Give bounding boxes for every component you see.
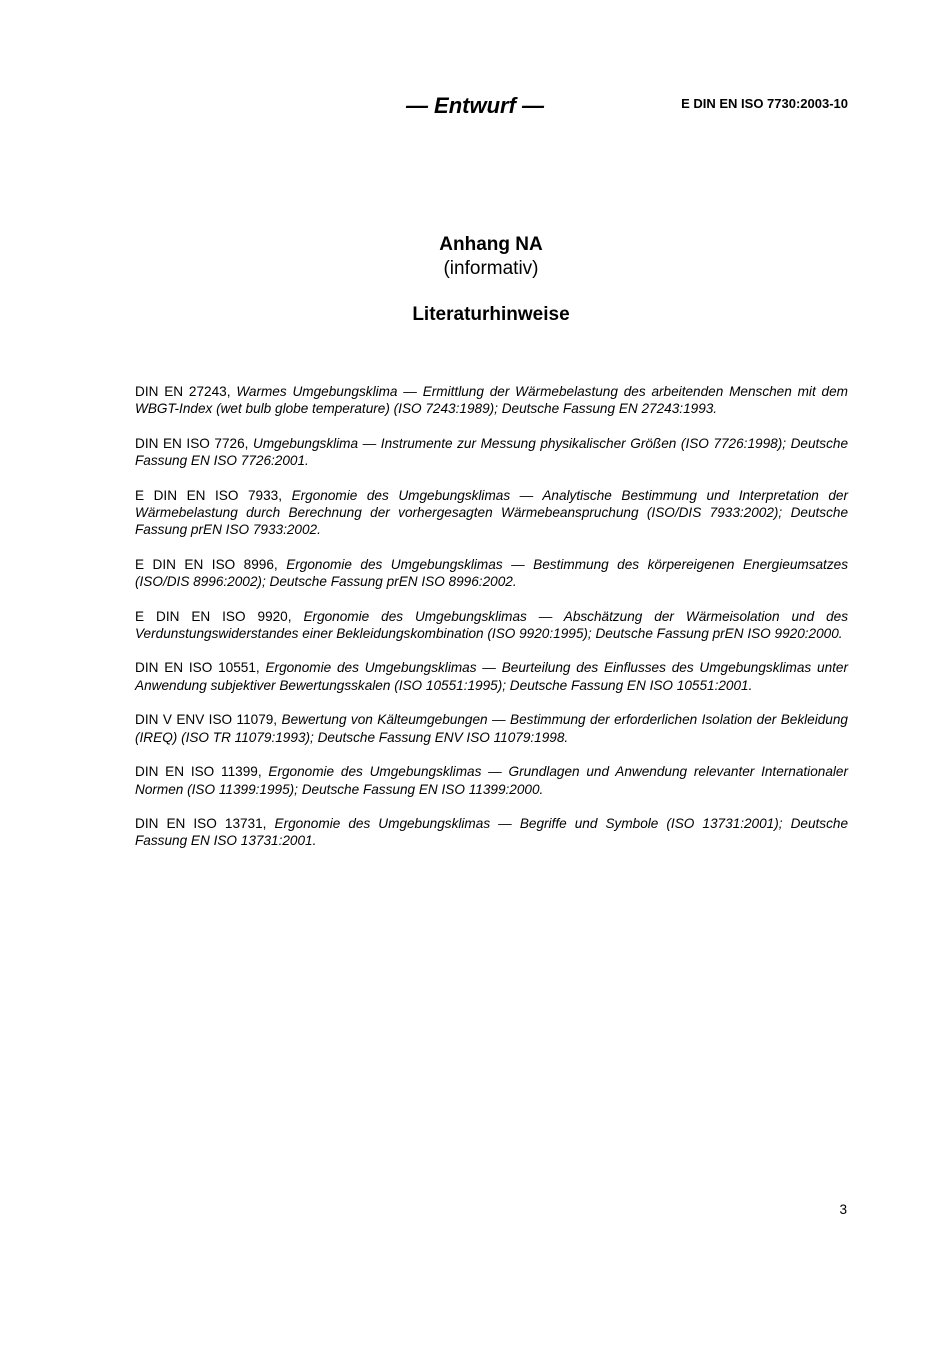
reference-title: Ergonomie des Umgebungsklimas — Analytische Bestimmung und Interpretation der Wärmebelastung durch Berechnung der vorhergesagten Wärmebeanspruchung (ISO/DIS 7933:2002); Deutsche Fassung prEN ISO 7933:2002. [135,487,849,538]
reference-title: Ergonomie des Umgebungsklimas — Grundlagen und Anwendung relevanter Internationaler Normen (ISO 11399:1995); Deutsche Fassung EN ISO 11399:2000. [135,764,848,797]
reference-number: DIN V ENV ISO 11079, [135,712,278,728]
reference-title: Warmes Umgebungsklima — Ermittlung der Wärmebelastung des arbeitenden Menschen mit dem WBGT-Index (wet bulb globe temperature) (ISO 7243:1989); Deutsche Fassung EN 27243:1993. [135,384,848,417]
annex-status: (informativ) [443,258,539,279]
reference-title: Ergonomie des Umgebungsklimas — Beurteilung des Einflusses des Umgebungsklimas unter Anwendung subjektiver Bewertungsskalen (ISO 10551:1995); Deutsche Fassung EN ISO 10551:2001. [135,660,849,693]
reference-number: DIN EN ISO 11399, [135,764,262,780]
reference-number: E DIN EN ISO 8996, [135,556,278,572]
reference-item [135,383,848,418]
reference-title: Umgebungsklima — Instrumente zur Messung physikalischer Größen (ISO 7726:1998); Deutsche Fassung EN ISO 7726:2001. [135,435,848,469]
page-number: 3 [839,1202,847,1217]
reference-item [135,763,848,798]
reference-number: DIN EN 27243, [135,384,231,399]
reference-number: E DIN EN ISO 7933, [135,487,282,503]
reference-item [135,711,848,746]
reference-number: DIN EN ISO 13731, [135,815,267,831]
reference-number: DIN EN ISO 7726, [135,435,249,451]
reference-item [135,487,848,539]
reference-item [135,435,848,470]
reference-title: Ergonomie des Umgebungsklimas — Begriffe und Symbole (ISO 13731:2001); Deutsche Fassung EN ISO 13731:2001. [135,815,849,849]
reference-item [135,815,848,850]
reference-title: Ergonomie des Umgebungsklimas — Abschätzung der Wärmeisolation und des Verdunstungswiderstandes einer Bekleidungskombination (ISO 9920:1995); Deutsche Fassung prEN ISO 9920:2000. [135,608,849,642]
reference-item [135,556,848,591]
reference-title: Bewertung von Kälteumgebungen — Bestimmung der erforderlichen Isolation der Bekleidung (IREQ) (ISO TR 11079:1993); Deutsche Fassung ENV ISO 11079:1998. [135,712,848,745]
reference-number: DIN EN ISO 10551, [135,660,260,676]
document-id: E DIN EN ISO 7730:2003-10 [681,96,848,111]
reference-item [135,608,848,643]
annex-title: Anhang NA [439,234,543,255]
reference-item [135,659,848,694]
reference-number: E DIN EN ISO 9920, [135,608,292,624]
reference-list [135,383,848,867]
reference-title: Ergonomie des Umgebungsklimas — Bestimmung des körpereigenen Energieumsatzes (ISO/DIS 8996:2002); Deutsche Fassung prEN ISO 8996:2002. [135,556,848,590]
annex-heading [290,233,692,281]
section-title: Literaturhinweise [412,304,570,325]
draft-watermark-heading: — Entwurf — [405,93,545,118]
